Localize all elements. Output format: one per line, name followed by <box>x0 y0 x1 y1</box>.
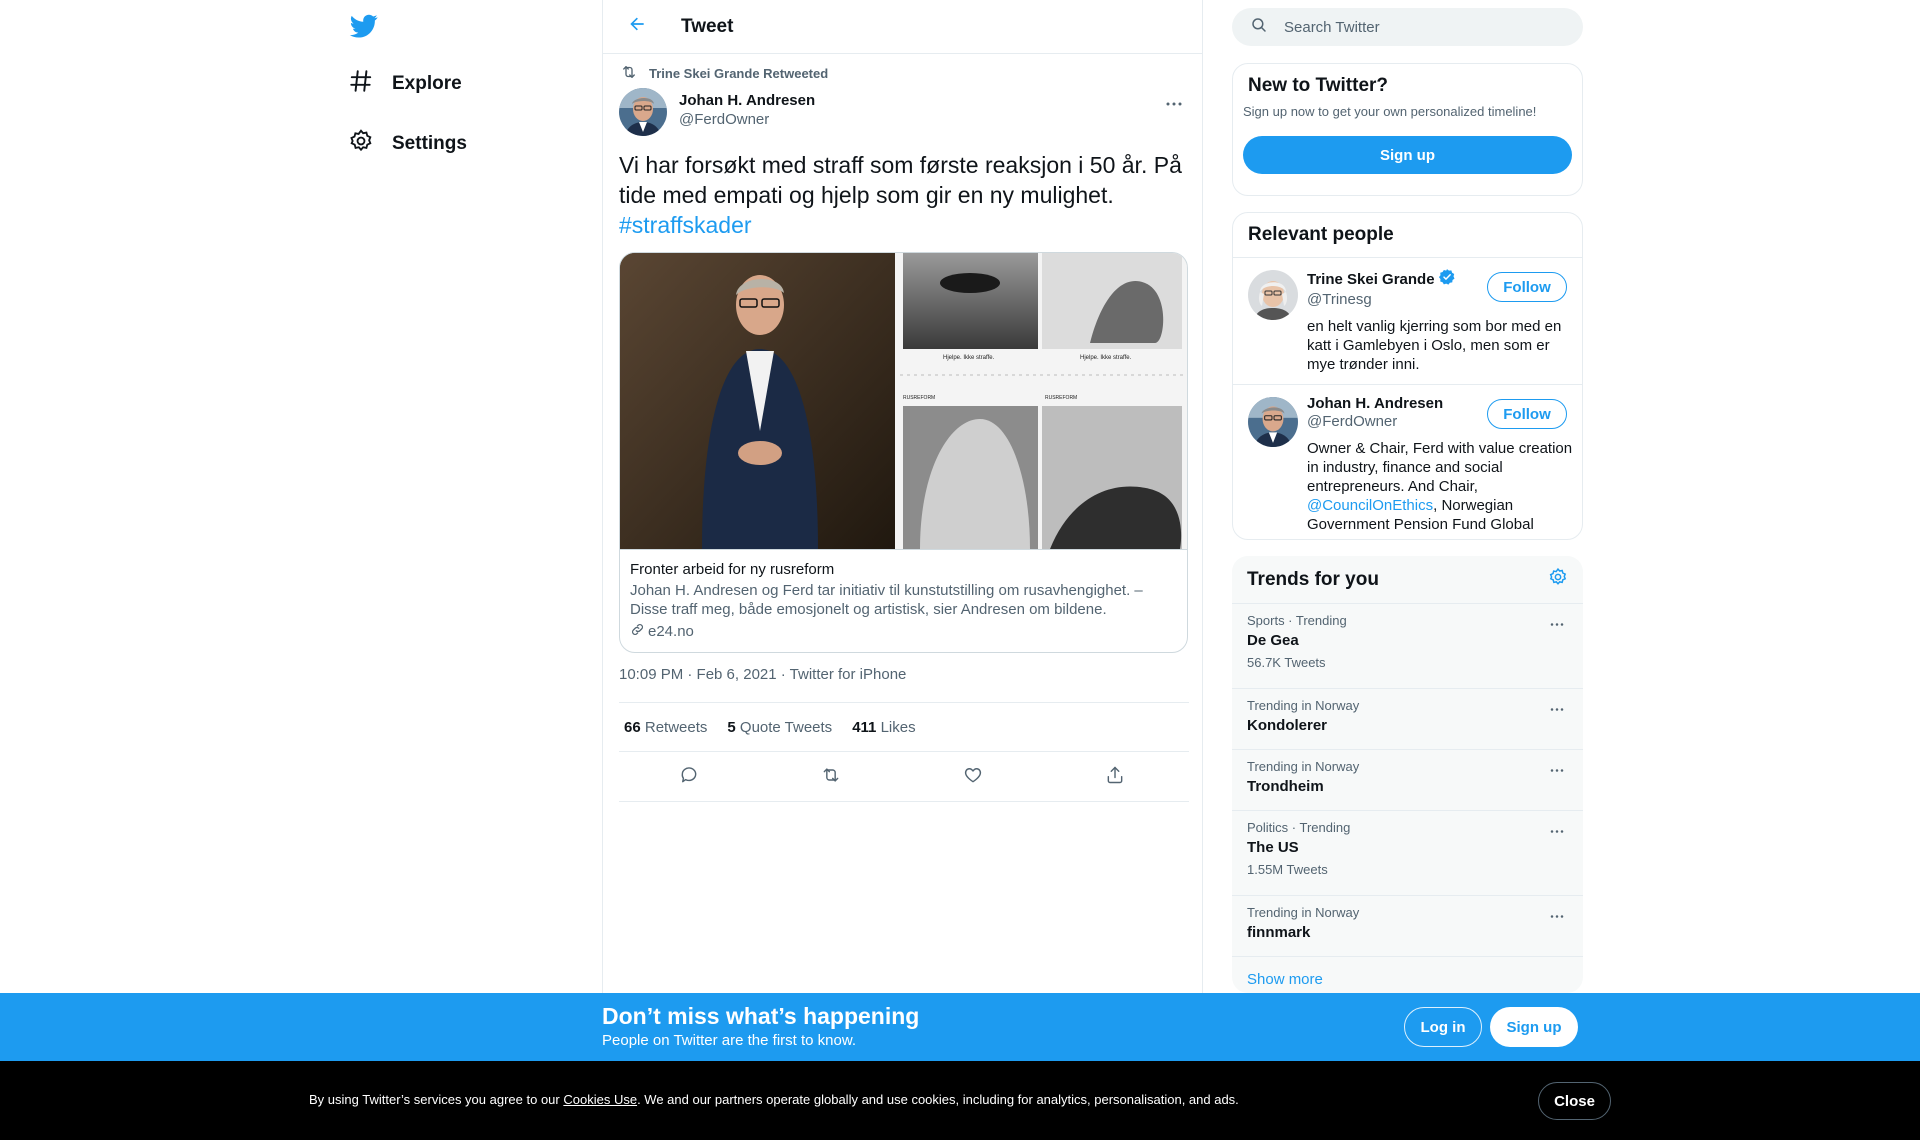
share-button[interactable] <box>1101 763 1129 791</box>
cookie-text-after: . We and our partners operate globally and use cookies, including for analytics, personalisation, and ads. <box>637 1092 1239 1107</box>
retweets-label: Retweets <box>644 718 708 736</box>
retweet-icon <box>820 765 842 790</box>
reply-button[interactable] <box>675 763 703 791</box>
tweet-source[interactable]: Twitter for iPhone <box>789 666 907 683</box>
like-button[interactable] <box>959 763 987 791</box>
banner-title: Don’t miss what’s happening <box>602 1003 920 1029</box>
card-domain <box>630 622 1177 641</box>
search-box[interactable] <box>1232 8 1583 46</box>
trends-title: Trends for you <box>1247 568 1379 590</box>
signup-banner <box>0 993 1920 1061</box>
tweet-timestamp[interactable]: 10:09 PM · Feb 6, 2021 · <box>619 666 790 683</box>
search-input[interactable] <box>1284 19 1544 36</box>
trend-context: Trending in Norway <box>1247 698 1360 713</box>
tweet-meta <box>619 666 906 683</box>
avatar[interactable] <box>1248 397 1298 447</box>
heart-icon <box>963 765 983 790</box>
relevant-people-title: Relevant people <box>1248 224 1394 245</box>
card-image <box>620 253 1188 549</box>
new-to-twitter-subtitle: Sign up now to get your own personalized timeline! <box>1243 104 1537 119</box>
card-description: Johan H. Andresen og Ferd tar initiativ til kunstutstilling om rusavhengighet. – Disse traff meg, både emosjonelt og artistisk, sier Andresen om bildene. <box>630 582 1143 618</box>
card-title: Fronter arbeid for ny rusreform <box>630 561 835 578</box>
gear-icon <box>348 128 374 160</box>
tweet-stats <box>619 702 1189 752</box>
likes-label: Likes <box>880 718 916 736</box>
nav-item-explore[interactable] <box>348 62 462 106</box>
person-bio-text: Owner & Chair, Ferd with value creation in industry, finance and social entrepreneurs. And Chair, <box>1307 440 1573 495</box>
author-name[interactable]: Johan H. Andresen <box>679 92 816 109</box>
person-bio-text: , Norwegian Government Pension Fund Global <box>1307 497 1534 533</box>
more-dots-icon <box>1549 614 1565 632</box>
quotes-count: 5 <box>727 718 736 736</box>
link-card[interactable] <box>619 252 1188 653</box>
more-dots-icon <box>1549 699 1565 717</box>
more-dots-icon <box>1549 760 1565 778</box>
cookie-banner <box>0 1061 1920 1140</box>
person-handle: @Trinesg <box>1307 291 1372 308</box>
hashtag-icon <box>348 68 374 100</box>
retweet-icon <box>619 63 639 84</box>
new-to-twitter-panel <box>1232 63 1583 196</box>
tweet-actions <box>619 752 1189 802</box>
verified-badge-icon <box>1438 268 1456 290</box>
quote-tweets-stat[interactable] <box>727 719 832 736</box>
more-dots-icon <box>1165 94 1183 112</box>
poster-brand: RUSREFORM <box>1045 395 1078 401</box>
trend-context: Trending in Norway <box>1247 905 1360 920</box>
cookies-use-link[interactable]: Cookies Use <box>563 1092 638 1107</box>
person-card[interactable] <box>1233 384 1582 540</box>
follow-button[interactable]: Follow <box>1487 399 1567 429</box>
relevant-people-panel <box>1232 212 1583 540</box>
card-body <box>620 549 1187 653</box>
close-button[interactable]: Close <box>1538 1082 1611 1120</box>
author-handle[interactable]: @FerdOwner <box>679 111 770 128</box>
trend-name: De Gea <box>1247 632 1299 649</box>
trend-count: 56.7K Tweets <box>1247 655 1326 670</box>
person-handle: @FerdOwner <box>1307 413 1398 430</box>
tweet-text <box>619 150 1189 240</box>
trends-panel <box>1232 556 1583 993</box>
trend-count: 1.55M Tweets <box>1247 862 1328 877</box>
log-in-button[interactable]: Log in <box>1404 1007 1482 1047</box>
trend-item[interactable] <box>1232 810 1583 895</box>
sign-up-button[interactable]: Sign up <box>1490 1007 1578 1047</box>
trend-more-button[interactable] <box>1547 616 1567 630</box>
share-icon <box>1105 765 1125 790</box>
poster-heading: Hjelpe. Ikke straffe. <box>1080 355 1132 361</box>
trend-more-button[interactable] <box>1547 762 1567 776</box>
follow-button[interactable]: Follow <box>1487 272 1567 302</box>
gear-icon <box>1548 574 1568 591</box>
trends-settings-button[interactable] <box>1548 567 1568 592</box>
trend-item[interactable] <box>1232 749 1583 810</box>
retweet-button[interactable] <box>817 763 845 791</box>
person-name-text: Trine Skei Grande <box>1307 270 1435 288</box>
more-dots-icon <box>1549 821 1565 839</box>
nav-item-settings[interactable] <box>348 122 467 166</box>
main-header <box>603 0 1202 54</box>
main-column <box>602 0 1203 1140</box>
poster-heading: Hjelpe. Ikke straffe. <box>943 355 995 361</box>
trend-name: finnmark <box>1247 924 1311 941</box>
quotes-label: Quote Tweets <box>739 718 833 736</box>
person-bio <box>1307 439 1577 534</box>
retweet-context <box>619 63 828 84</box>
show-more-link[interactable]: Show more <box>1232 956 1583 993</box>
mention-link[interactable]: @CouncilOnEthics <box>1307 497 1434 514</box>
retweeted-by-label[interactable]: Trine Skei Grande Retweeted <box>649 66 829 81</box>
avatar[interactable] <box>619 88 667 136</box>
page-title: Tweet <box>681 15 734 37</box>
person-card[interactable] <box>1233 257 1582 384</box>
cookie-text-before: By using Twitter’s services you agree to our <box>309 1092 564 1107</box>
trend-context: Trending in Norway <box>1247 759 1360 774</box>
tweet-body: Vi har forsøkt med straff som første reaksjon i 50 år. På tide med empati og hjelp som gir en ny mulighet. <box>619 152 1182 208</box>
nav-item-label: Settings <box>392 133 467 154</box>
arrow-left-icon <box>627 14 647 39</box>
nav-item-label: Explore <box>392 73 462 94</box>
new-to-twitter-title: New to Twitter? <box>1248 75 1389 96</box>
person-name: Johan H. Andresen <box>1307 395 1444 412</box>
likes-stat[interactable] <box>852 719 915 736</box>
tweet-author <box>619 88 1189 138</box>
sign-up-button[interactable]: Sign up <box>1243 136 1572 174</box>
retweets-count: 66 <box>624 718 641 736</box>
trends-header <box>1232 556 1583 603</box>
trend-name: Kondolerer <box>1247 717 1328 734</box>
trend-item[interactable] <box>1232 688 1583 749</box>
trend-context: Politics · Trending <box>1247 820 1351 835</box>
trend-item[interactable] <box>1232 895 1583 956</box>
banner-subtitle: People on Twitter are the first to know. <box>602 1032 857 1049</box>
likes-count: 411 <box>852 718 877 736</box>
avatar[interactable] <box>1248 270 1298 320</box>
back-button[interactable] <box>619 9 655 45</box>
trend-more-button[interactable] <box>1547 908 1567 922</box>
trend-name: Trondheim <box>1247 778 1324 795</box>
person-bio: en helt vanlig kjerring som bor med en katt i Gamlebyen i Oslo, men som er mye trønder inni. <box>1307 318 1562 373</box>
card-domain-text: e24.no <box>648 623 694 640</box>
trend-context: Sports · Trending <box>1247 613 1347 628</box>
trend-item[interactable] <box>1232 603 1583 688</box>
more-dots-icon <box>1549 906 1565 924</box>
hashtag-link[interactable]: #straffskader <box>619 212 752 238</box>
reply-icon <box>679 765 699 790</box>
twitter-bird-icon[interactable] <box>348 12 382 42</box>
link-icon <box>630 622 645 641</box>
cookie-text <box>309 1092 1239 1107</box>
trend-more-button[interactable] <box>1547 701 1567 715</box>
trend-name: The US <box>1247 839 1299 856</box>
trend-more-button[interactable] <box>1547 823 1567 837</box>
search-icon <box>1250 16 1268 39</box>
poster-brand: RUSREFORM <box>903 395 936 401</box>
more-options-button[interactable] <box>1159 92 1189 114</box>
retweets-stat[interactable] <box>624 719 707 736</box>
